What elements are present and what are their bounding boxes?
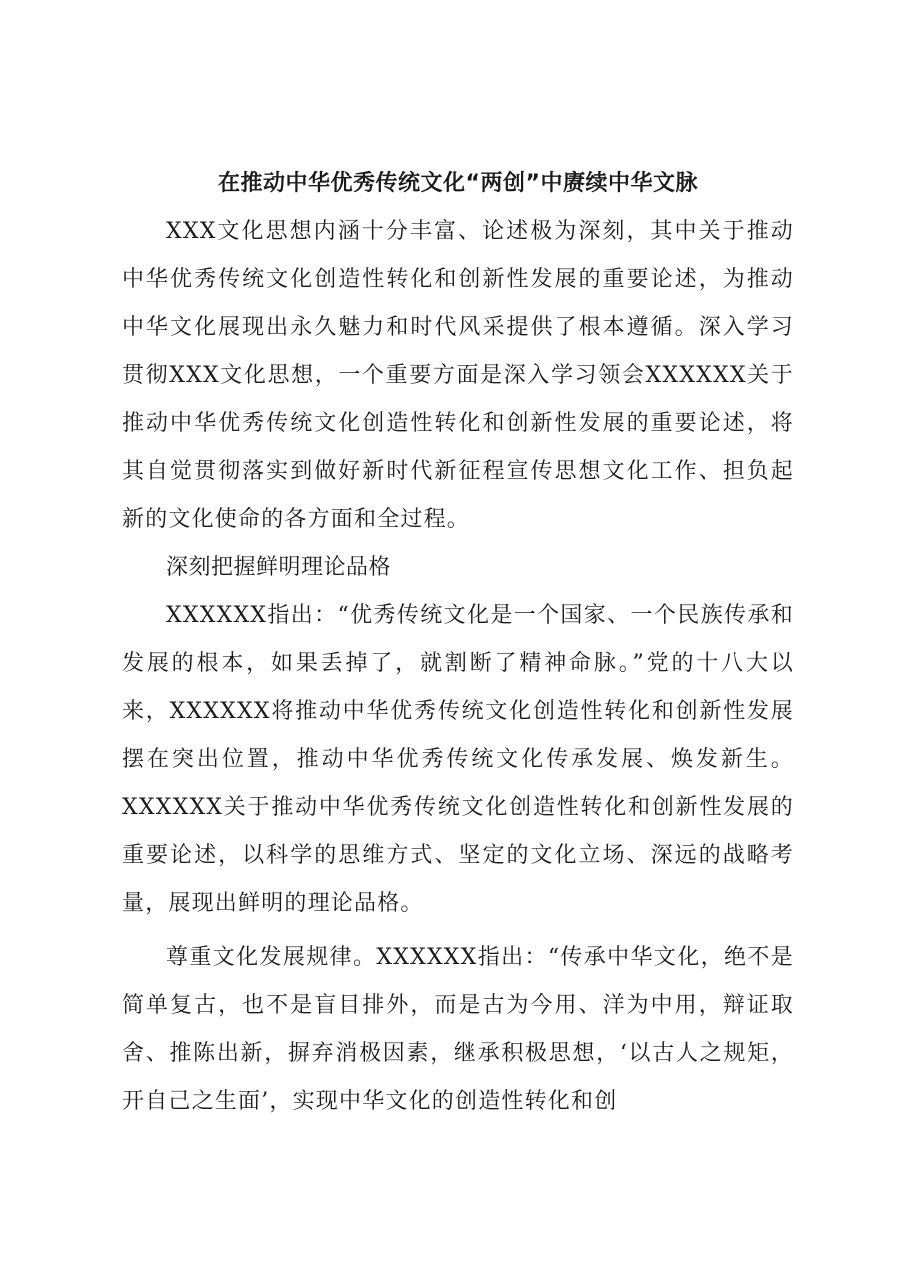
section-heading: 深刻把握鲜明理论品格: [166, 555, 392, 580]
document-title: 在推动中华优秀传统文化“两创”中赓续中华文脉: [218, 171, 698, 196]
paragraph-continued: 尊重文化发展规律。XXXXXX指出：“传承中华文化，绝不是简单复古，也不是盲目排外，而是古为今用、洋为中用，辩证取舍、推陈出新，摒弃消极因素，继承积极思想，‘以古人之规矩，开自己之生面’，实现中华文化的创造性转化和创: [122, 945, 794, 1114]
paragraph-intro: XXX文化思想内涵十分丰富、论述极为深刻，其中关于推动中华优秀传统文化创造性转化和创新性发展的重要论述，为推动中华文化展现出永久魅力和时代风采提供了根本遵循。深入学习贯彻XXX文化思想，一个重要方面是深入学习领会XXXXXX关于推动中华优秀传统文化创造性转化和创新性发展的重要论述，将其自觉贯彻落实到做好新时代新征程宣传思想文化工作、担负起新的文化使命的各方面和全过程。: [122, 219, 794, 532]
document-body: [122, 160, 794, 1126]
paragraph-body: XXXXXX指出：“优秀传统文化是一个国家、一个民族传承和发展的根本，如果丢掉了，就割断了精神命脉。”党的十八大以来，XXXXXX将推动中华优秀传统文化创造性转化和创新性发展摆在突出位置，推动中华优秀传统文化传承发展、焕发新生。XXXXXX关于推动中华优秀传统文化创造性转化和创新性发展的重要论述，以科学的思维方式、坚定的文化立场、深远的战略考量，展现出鲜明的理论品格。: [122, 603, 794, 916]
